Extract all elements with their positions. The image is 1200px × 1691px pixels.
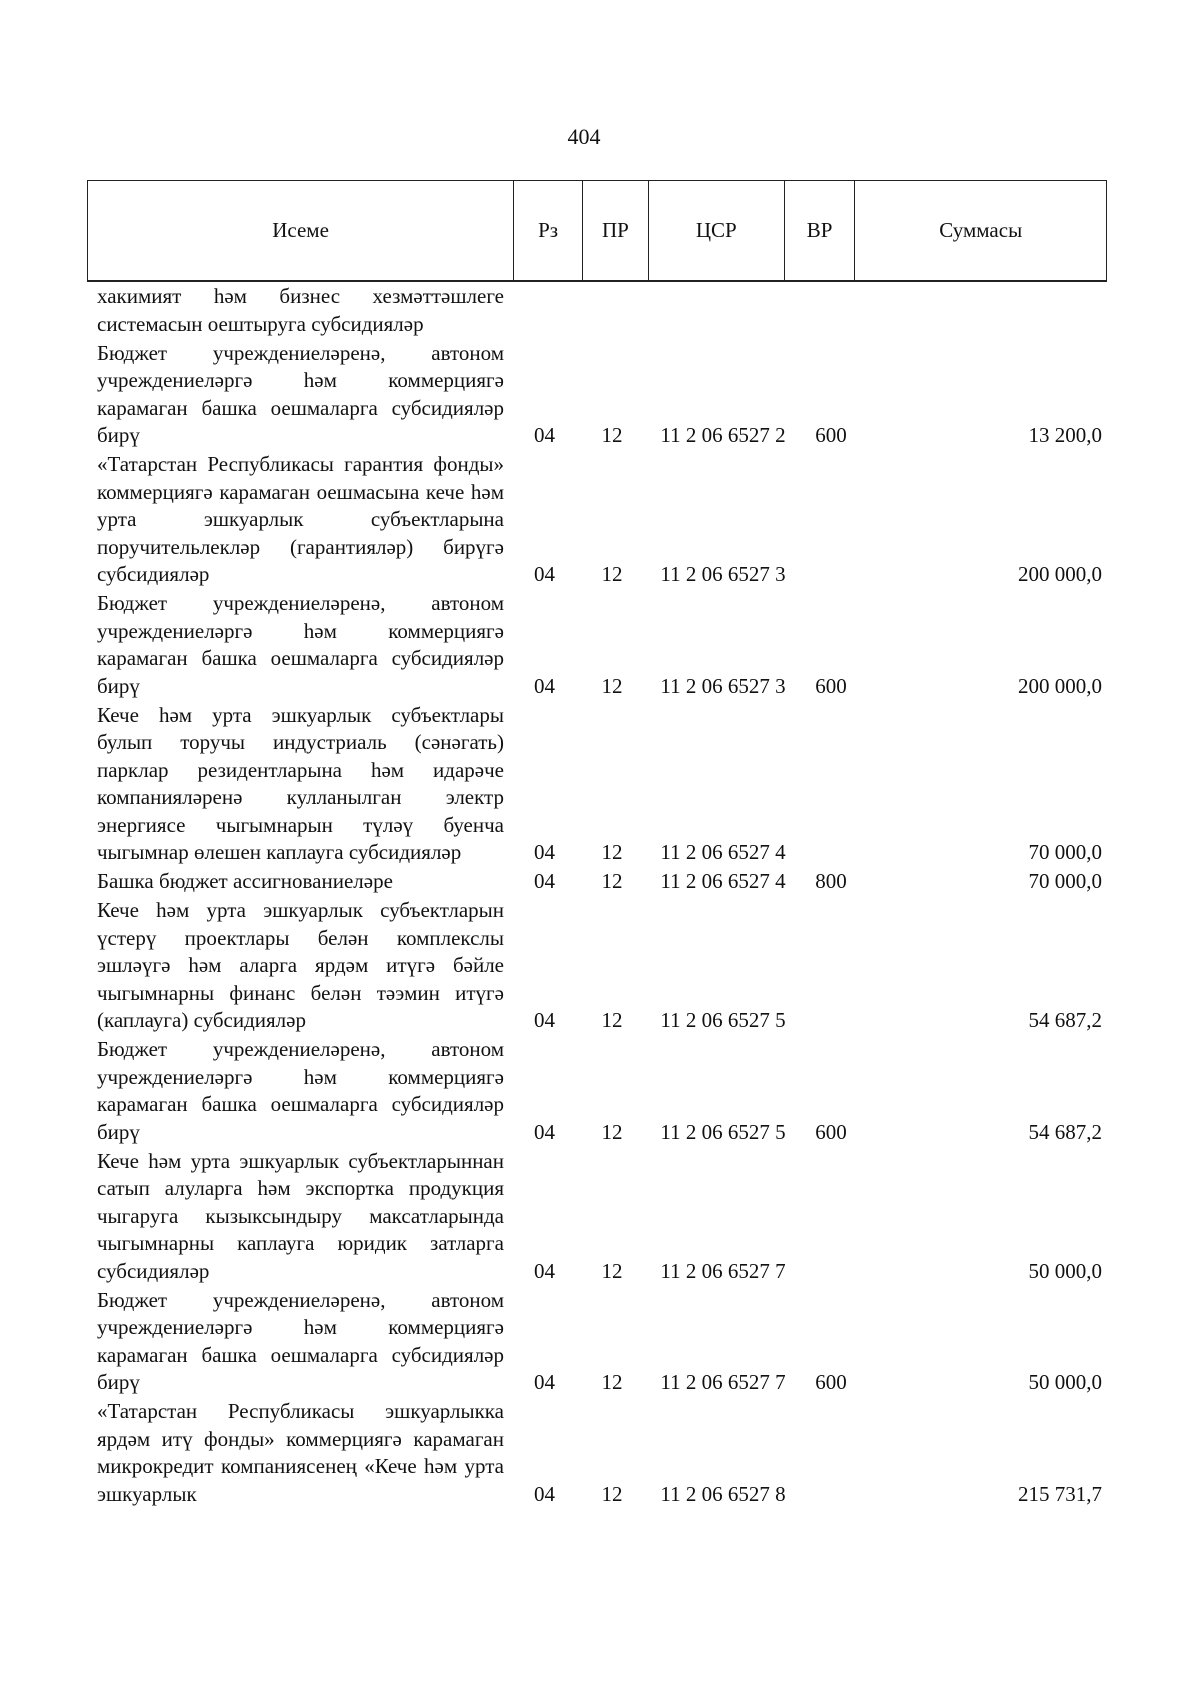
row-sum: 50 000,0 — [1028, 1258, 1102, 1283]
row-csr: 11 2 06 6527 3 — [660, 673, 786, 698]
row-csr: 11 2 06 6527 8 — [660, 1481, 786, 1506]
row-name: Бюджет учреждениеләренә, автоном учреждениеләргә һәм коммерциягә карамаган башка оешмаларга субсидияләр бирү — [97, 591, 504, 698]
row-vr: 600 — [815, 423, 847, 447]
table-row — [97, 1398, 1102, 1508]
table-row — [97, 1287, 1102, 1397]
row-csr: 11 2 06 6527 2 — [660, 423, 786, 447]
page-number: 404 — [567, 124, 601, 149]
row-name: Бюджет учреждениеләренә, автоном учреждениеләргә һәм коммерциягә карамаган башка оешмаларга субсидияләр бирү — [97, 1287, 504, 1394]
row-rz: 04 — [534, 840, 555, 864]
row-rz: 04 — [534, 1370, 555, 1394]
table-body — [97, 283, 1102, 1508]
table-row — [97, 897, 1102, 1035]
row-csr: 11 2 06 6527 4 — [660, 840, 786, 864]
table-row — [97, 340, 1102, 450]
row-name: Кече һәм урта эшкуарлык субъектлары булып торучы индустриаль (сәнәгать) парклар резидентларына һәм идарәче компанияләренә кулланылган электр энергиясе чыгымнарын түләү буенча чыгымнар өлешен каплауга субсидияләр — [97, 702, 504, 864]
row-pr: 12 — [601, 1370, 623, 1394]
row-name: «Татарстан Республикасы гарантия фонды» коммерциягә карамаган оешмасына кече һәм урта эшкуарлык субъектларына поручительлекләр (гарантияләр) бирүгә субсидияләр — [97, 452, 504, 586]
row-pr: 12 — [601, 840, 623, 864]
row-sum: 70 000,0 — [1028, 840, 1102, 864]
row-rz: 04 — [534, 562, 555, 586]
table-row — [97, 1036, 1102, 1146]
row-name: Бюджет учреждениеләренә, автоном учреждениеләргә һәм коммерциягә карамаган башка оешмаларга субсидияләр бирү — [97, 1037, 504, 1144]
table-row — [97, 283, 1102, 338]
row-sum: 13 200,0 — [1028, 423, 1102, 447]
table-row — [97, 1148, 1102, 1286]
row-csr: 11 2 06 6527 7 — [660, 1258, 786, 1283]
table-row — [97, 590, 1102, 700]
row-name: Кече һәм урта эшкуарлык субъектларыннан сатып алуларга һәм экспортка продукция чыгаруга кызыксындыру максатларында чыгымнарны каплауга юридик затларга субсидияләр — [97, 1148, 504, 1283]
row-sum: 70 000,0 — [1028, 869, 1102, 893]
row-pr: 12 — [601, 1258, 623, 1283]
row-pr: 12 — [601, 423, 623, 447]
row-pr: 12 — [601, 673, 623, 698]
header-sum: Суммасы — [939, 218, 1023, 242]
header-name: Исеме — [88, 181, 514, 280]
row-rz: 04 — [534, 1258, 555, 1283]
row-sum: 200 000,0 — [1018, 673, 1102, 698]
row-rz: 04 — [534, 423, 555, 447]
row-name: хакимият һәм бизнес хезмәттәшлеге системасын оештыруга субсидияләр — [97, 284, 504, 336]
row-vr: 600 — [815, 1370, 847, 1394]
row-rz: 04 — [534, 1119, 555, 1144]
row-sum: 200 000,0 — [1018, 562, 1102, 586]
header-csr: ЦСР — [649, 181, 785, 280]
table-header — [87, 180, 1107, 282]
row-pr: 12 — [601, 1119, 623, 1144]
row-sum: 215 731,7 — [1018, 1481, 1102, 1506]
row-rz: 04 — [534, 869, 555, 893]
row-rz: 04 — [534, 1481, 555, 1506]
table-row — [97, 451, 1102, 589]
table-row — [97, 868, 1102, 896]
row-sum: 54 687,2 — [1028, 1008, 1102, 1032]
row-pr: 12 — [601, 1481, 623, 1506]
row-csr: 11 2 06 6527 7 — [660, 1370, 786, 1394]
row-name: Бюджет учреждениеләренә, автоном учреждениеләргә һәм коммерциягә карамаган башка оешмаларга субсидияләр бирү — [97, 340, 504, 447]
header-pr: ПР — [583, 181, 649, 280]
row-csr: 11 2 06 6527 3 — [660, 562, 786, 586]
row-pr: 12 — [601, 562, 623, 586]
row-vr: 600 — [815, 1119, 847, 1144]
row-sum: 50 000,0 — [1028, 1370, 1102, 1394]
row-sum: 54 687,2 — [1028, 1119, 1102, 1144]
row-name: Кече һәм урта эшкуарлык субъектларын үстерү проектлары белән комплекслы эшләүгә һәм аларга ярдәм итүгә бәйле чыгымнарны финанс белән тәэмин итүгә (каплауга) субсидияләр — [97, 898, 504, 1032]
row-csr: 11 2 06 6527 5 — [660, 1008, 786, 1032]
row-name: «Татарстан Республикасы эшкуарлыкка ярдәм итү фонды» коммерциягә карамаган микрокредит компаниясенең «Кече һәм урта эшкуарлык — [97, 1399, 504, 1506]
header-vr: ВР — [785, 181, 856, 280]
row-pr: 12 — [601, 1008, 623, 1032]
table-row — [97, 702, 1102, 867]
row-rz: 04 — [534, 673, 555, 698]
row-vr: 800 — [815, 869, 847, 893]
row-csr: 11 2 06 6527 5 — [660, 1119, 786, 1144]
header-rz: Рз — [514, 181, 583, 280]
row-vr: 600 — [815, 673, 847, 698]
row-pr: 12 — [601, 869, 623, 893]
row-rz: 04 — [534, 1008, 555, 1032]
row-csr: 11 2 06 6527 4 — [660, 869, 786, 893]
row-name: Башка бюджет ассигнованиеләре — [97, 869, 393, 893]
